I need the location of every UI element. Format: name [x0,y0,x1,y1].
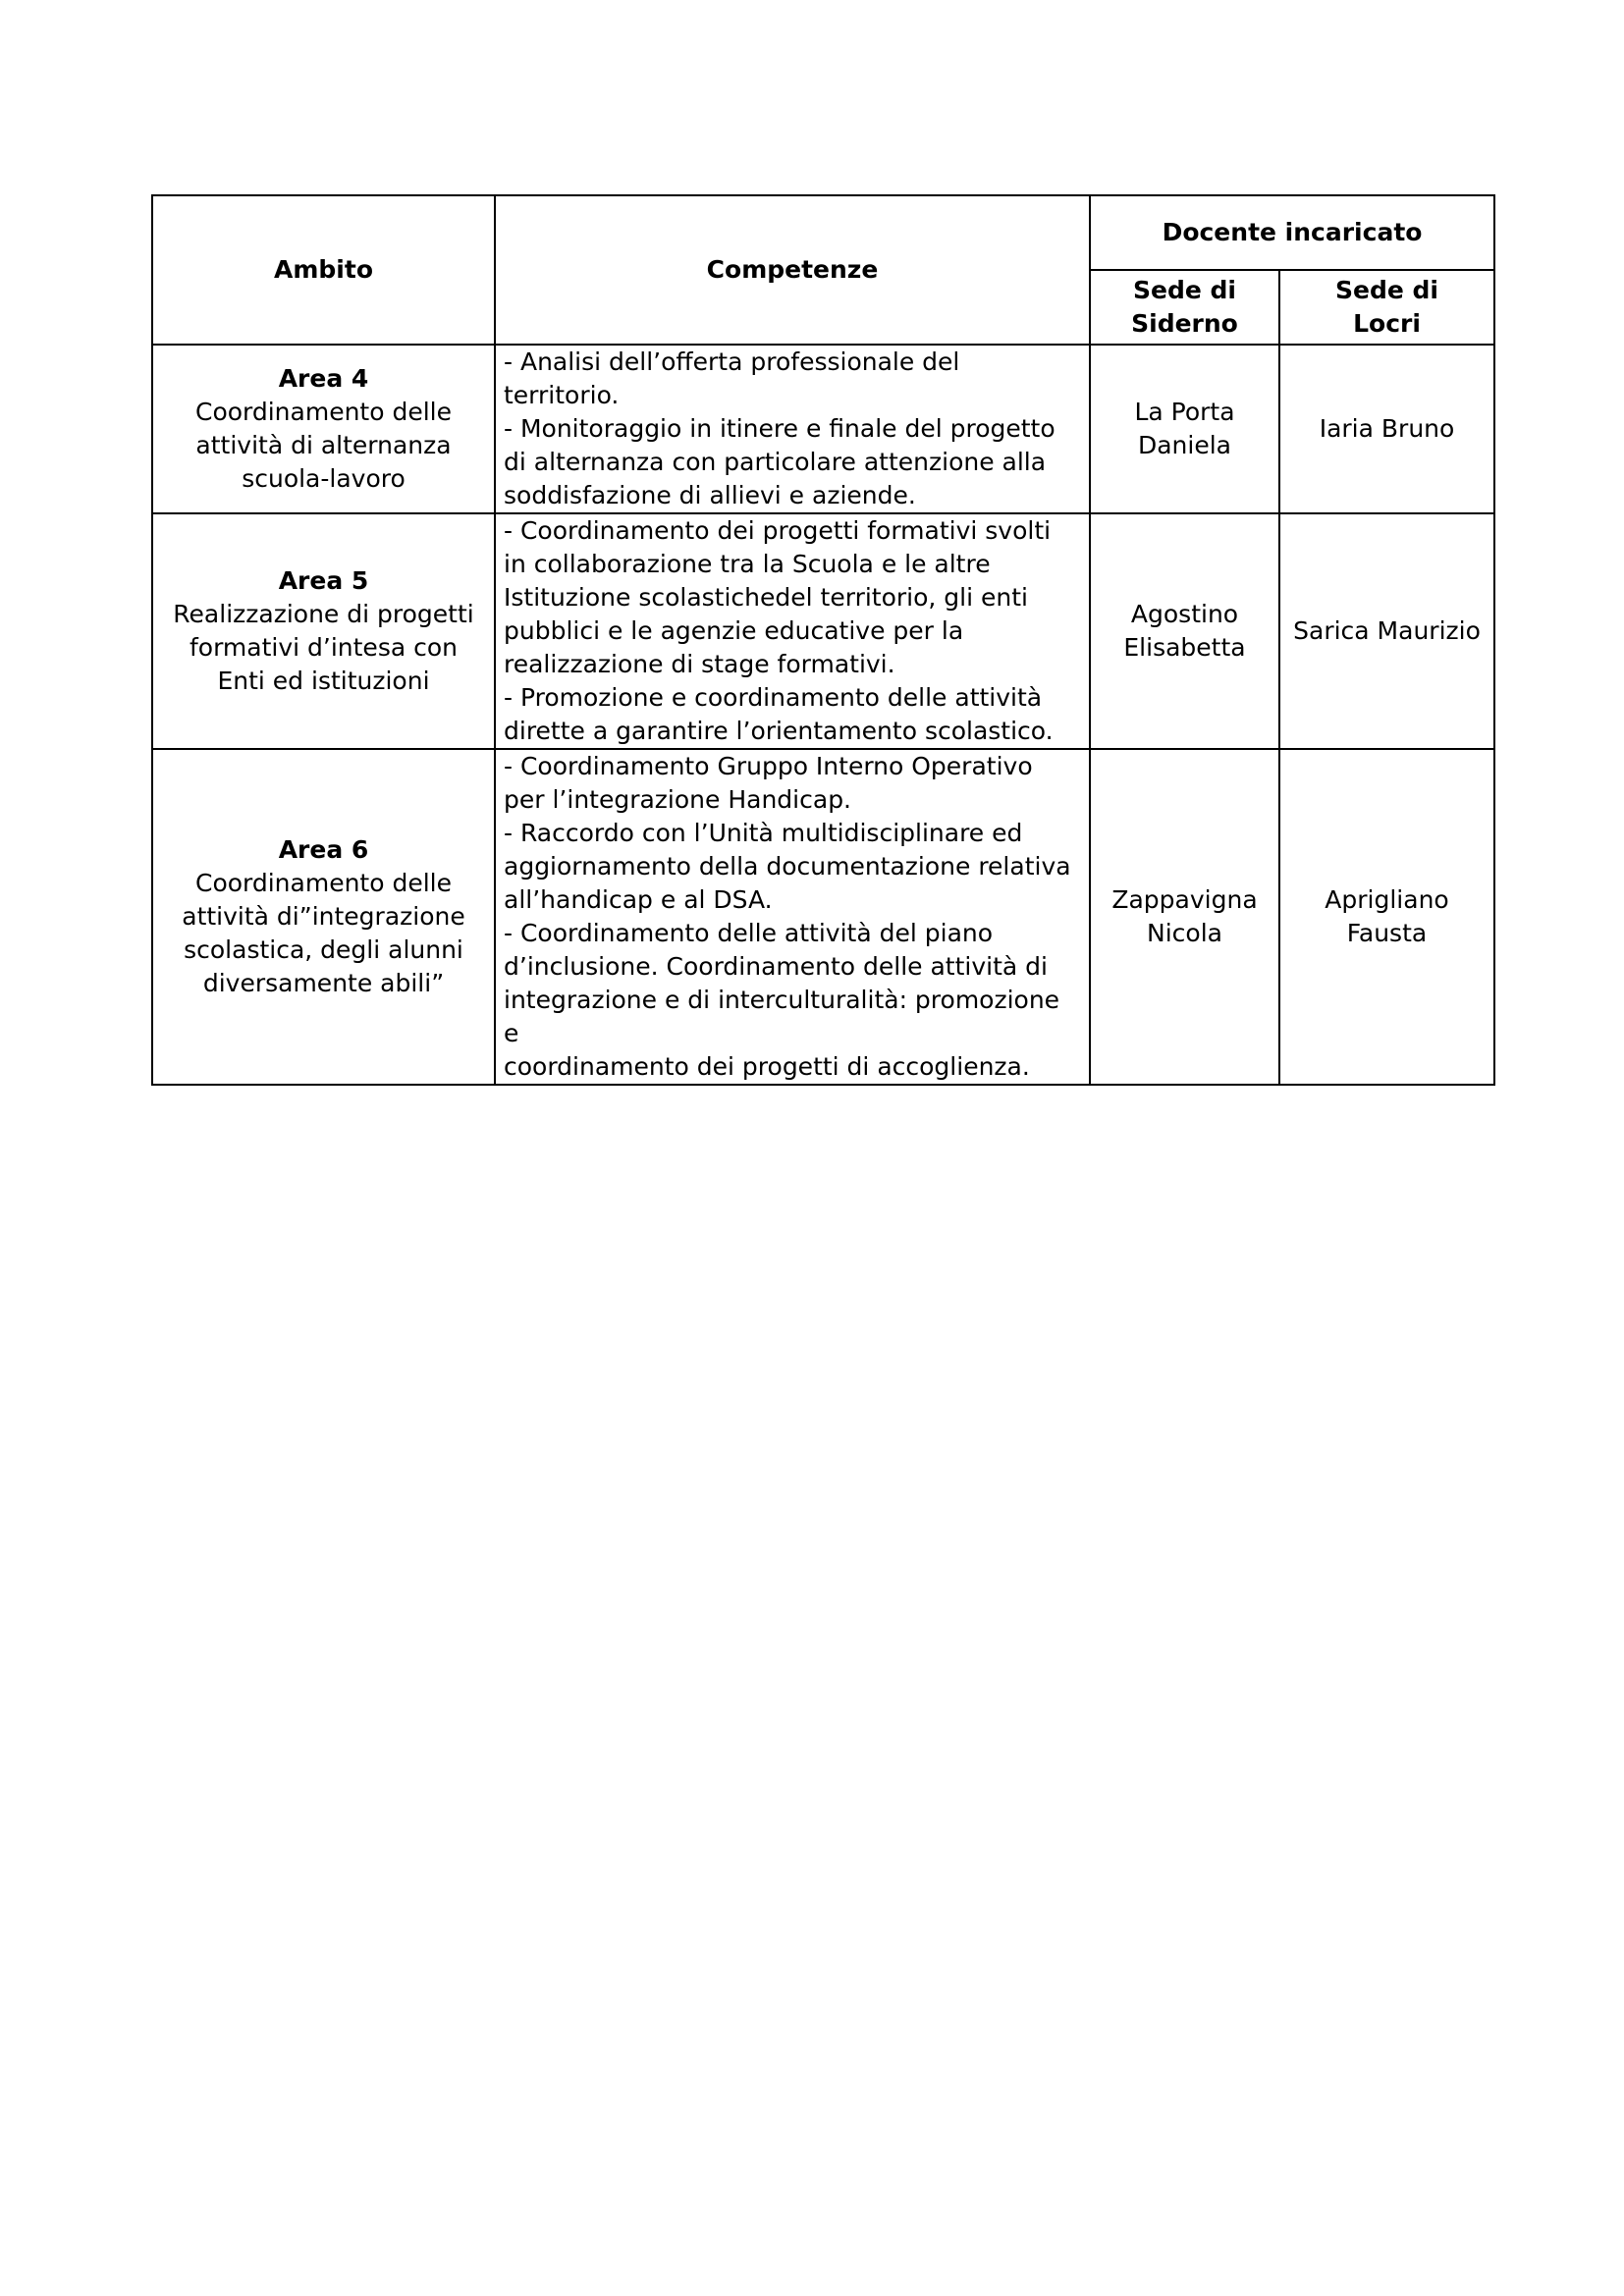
area-title: Area 5 [278,566,369,595]
ambito-cell: Area 5 Realizzazione di progetti formativi d’intesa con Enti ed istituzioni [152,513,495,749]
table-row [152,345,1494,513]
competenze-cell: - Analisi dell’offerta professionale del territorio. - Monitoraggio in itinere e finale del progetto di alternanza con particolare attenzione alla soddisfazione di allievi e aziende. [495,345,1090,513]
header-sede-locri: Sede di Locri [1279,270,1494,345]
teacher-locri: Sarica Maurizio [1279,513,1494,749]
teacher-siderno: Zappavigna Nicola [1090,749,1279,1085]
header-ambito: Ambito [152,195,495,345]
ambito-cell: Area 6 Coordinamento delle attività di”integrazione scolastica, degli alunni diversamente abili” [152,749,495,1085]
header-row-1 [152,195,1494,270]
header-docente-incaricato: Docente incaricato [1090,195,1494,270]
header-competenze: Competenze [495,195,1090,345]
competenze-cell: - Coordinamento dei progetti formativi svolti in collaborazione tra la Scuola e le altre Istituzione scolastichedel territorio, gli enti pubblici e le agenzie educative per la realizzazione di stage formativi. - Promozione e coordinamento delle attività dirette a garantire l’orientamento scolastico. [495,513,1090,749]
table-row [152,513,1494,749]
teacher-locri: Iaria Bruno [1279,345,1494,513]
area-title: Area 4 [278,364,369,393]
teacher-locri: Aprigliano Fausta [1279,749,1494,1085]
competenze-cell: - Coordinamento Gruppo Interno Operativo per l’integrazione Handicap. - Raccordo con l’Unità multidisciplinare ed aggiornamento della documentazione relativa all’handicap e al DSA. - Coordinamento delle attività del piano d’inclusione. Coordinamento delle attività di integrazione e di interculturalità: promozione e coordinamento dei progetti di accoglienza. [495,749,1090,1085]
ambito-cell: Area 4 Coordinamento delle attività di alternanza scuola-lavoro [152,345,495,513]
teacher-siderno: La Porta Daniela [1090,345,1279,513]
table-row [152,749,1494,1085]
teacher-siderno: Agostino Elisabetta [1090,513,1279,749]
header-sede-siderno: Sede di Siderno [1090,270,1279,345]
assignments-table [151,194,1495,1086]
area-title: Area 6 [278,835,369,864]
